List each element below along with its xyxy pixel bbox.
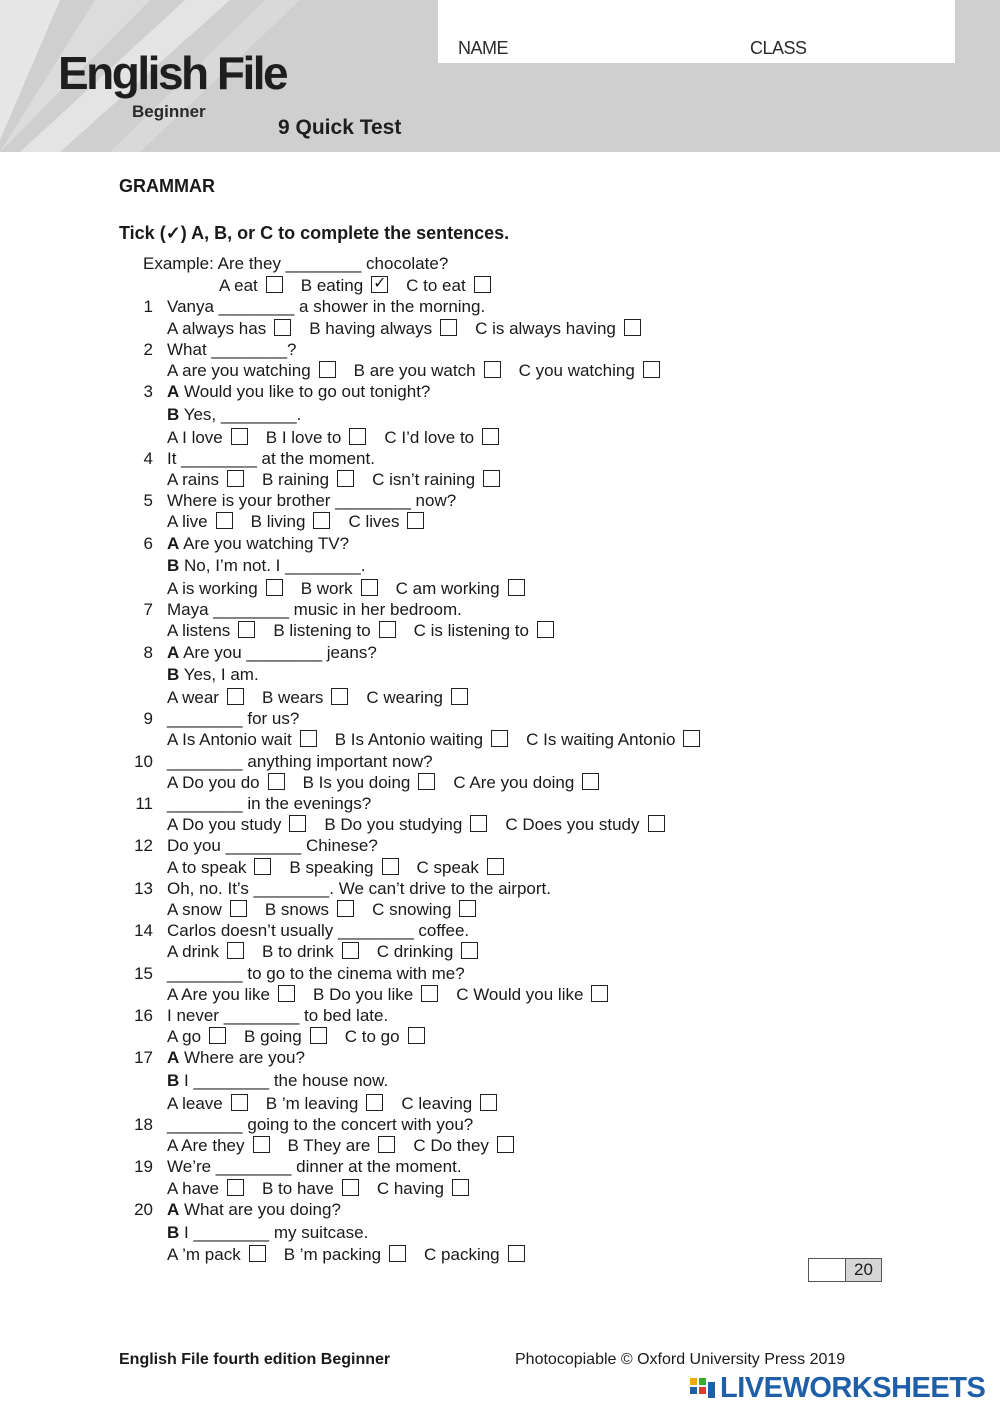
option-b[interactable]	[265, 900, 354, 919]
question-17-text: B I ________ the house now.	[167, 1071, 389, 1091]
question-number: 4	[143, 448, 153, 468]
speaker-label: B	[167, 556, 180, 576]
option-checkbox[interactable]	[209, 1027, 226, 1044]
option-b[interactable]	[244, 1027, 327, 1046]
option-checkbox[interactable]	[643, 361, 660, 378]
option-label: A listens	[167, 621, 231, 641]
option-c[interactable]	[453, 773, 599, 792]
option-label: A go	[167, 1027, 202, 1047]
speaker-label: A	[167, 533, 180, 553]
class-label: CLASS	[750, 38, 807, 58]
speaker-label: A	[167, 1199, 180, 1219]
question-4-text: It ________ at the moment.	[167, 448, 375, 468]
option-label: B Do you like	[313, 984, 414, 1004]
option-label: A leave	[167, 1093, 223, 1113]
speaker-label: B	[167, 665, 180, 685]
score-box	[808, 1258, 882, 1282]
option-checkbox[interactable]	[648, 815, 665, 832]
option-c[interactable]	[456, 985, 608, 1004]
question-12-options	[167, 858, 522, 878]
option-checkbox[interactable]	[266, 579, 283, 596]
option-label: C am working	[395, 579, 500, 598]
option-label: A Are you like	[167, 984, 271, 1004]
question-number: 1	[143, 297, 153, 317]
option-label: B wears	[261, 688, 324, 707]
question-19-options	[167, 1179, 487, 1199]
option-a[interactable]	[167, 470, 244, 489]
option-checkbox[interactable]	[418, 773, 435, 790]
option-checkbox[interactable]	[683, 730, 700, 747]
option-label: B work	[300, 579, 353, 598]
option-label: C leaving	[401, 1093, 473, 1113]
example-prompt: Example: Are they ________ chocolate?	[143, 254, 449, 273]
option-b[interactable]	[262, 1179, 359, 1198]
question-20-text: A What are you doing?	[167, 1199, 341, 1219]
option-label: C snowing	[372, 900, 452, 919]
option-label: A Do you do	[167, 772, 260, 792]
option-label: B to drink	[261, 942, 334, 962]
option-b[interactable]	[266, 428, 367, 447]
option-label: C to eat	[406, 276, 466, 296]
question-3-text: B Yes, ________.	[167, 404, 302, 424]
option-label: C is always having	[475, 318, 616, 338]
option-checkbox[interactable]	[227, 470, 244, 487]
option-label: C drinking	[376, 942, 454, 962]
option-checkbox[interactable]	[624, 319, 641, 336]
option-label: B to have	[262, 1178, 334, 1198]
option-checkbox[interactable]	[227, 942, 244, 959]
option-b[interactable]	[288, 1136, 396, 1155]
option-label: B ’m leaving	[265, 1093, 359, 1113]
option-c[interactable]	[345, 1027, 425, 1046]
question-9-options	[167, 730, 718, 750]
option-label: C is listening to	[413, 621, 529, 641]
option-label: A Are they	[167, 1136, 245, 1156]
option-checkbox[interactable]	[231, 1094, 248, 1111]
option-label: A always has	[167, 318, 267, 338]
option-label: C you watching	[518, 361, 635, 380]
option-checkbox[interactable]	[487, 858, 504, 875]
option-checkbox[interactable]	[407, 512, 424, 529]
option-checkbox[interactable]	[408, 1027, 425, 1044]
question-20-text: B I ________ my suitcase.	[167, 1222, 369, 1242]
question-number: 9	[143, 709, 153, 729]
option-checkbox[interactable]	[231, 428, 248, 445]
option-label: C packing	[424, 1245, 500, 1265]
option-b[interactable]	[309, 319, 457, 338]
option-checkbox[interactable]	[371, 276, 388, 293]
option-checkbox[interactable]	[227, 688, 244, 705]
option-checkbox[interactable]	[470, 815, 487, 832]
question-20-options	[167, 1245, 543, 1265]
question-6-text: B No, I’m not. I ________.	[167, 556, 366, 576]
question-14-options	[167, 942, 496, 962]
question-number: 8	[143, 642, 153, 662]
option-checkbox[interactable]	[582, 773, 599, 790]
question-6-options	[167, 579, 543, 599]
option-checkbox[interactable]	[278, 985, 295, 1002]
option-label: B having always	[309, 318, 433, 338]
option-label: C Would you like	[456, 984, 584, 1004]
option-label: C Do they	[413, 1136, 489, 1156]
option-b[interactable]	[289, 858, 398, 877]
score-total: 20	[846, 1259, 881, 1281]
option-checkbox[interactable]	[508, 579, 525, 596]
option-a[interactable]	[167, 942, 244, 961]
option-b[interactable]	[335, 730, 508, 749]
option-label: C isn’t raining	[372, 470, 476, 489]
question-number: 13	[134, 878, 153, 898]
speaker-label: B	[167, 404, 180, 424]
question-number: 7	[143, 600, 153, 620]
option-c[interactable]	[417, 858, 504, 877]
option-a[interactable]	[167, 730, 317, 749]
question-number: 19	[134, 1157, 153, 1177]
question-15-options	[167, 985, 626, 1005]
question-number: 2	[143, 339, 153, 359]
option-b[interactable]	[301, 579, 378, 598]
option-label: B eating	[300, 276, 364, 296]
option-checkbox[interactable]	[379, 621, 396, 638]
question-7-options	[167, 621, 572, 641]
option-label: A live	[167, 512, 208, 532]
option-checkbox[interactable]	[484, 361, 501, 378]
question-2-text: What ________?	[167, 339, 297, 359]
option-label: C I’d love to	[384, 427, 475, 447]
example-options	[219, 276, 509, 296]
question-19-text: We’re ________ dinner at the moment.	[167, 1157, 462, 1177]
option-a[interactable]	[167, 900, 247, 919]
question-6-text: A Are you watching TV?	[167, 533, 350, 553]
question-number: 11	[135, 794, 153, 813]
option-label: B I love to	[265, 427, 342, 447]
option-c[interactable]	[377, 1179, 469, 1198]
speaker-label: B	[167, 1071, 180, 1091]
option-checkbox[interactable]	[216, 512, 233, 529]
option-checkbox[interactable]	[378, 1136, 395, 1153]
option-a[interactable]	[167, 512, 233, 531]
option-checkbox[interactable]	[310, 1027, 327, 1044]
option-checkbox[interactable]	[349, 428, 366, 445]
option-b[interactable]	[262, 688, 348, 707]
option-checkbox[interactable]	[253, 1136, 270, 1153]
question-17-options	[167, 1094, 515, 1114]
option-label: A Is Antonio wait	[167, 730, 292, 750]
option-label: B raining	[261, 470, 330, 489]
option-a[interactable]	[167, 1136, 270, 1155]
option-c[interactable]	[372, 900, 476, 919]
brand-logo-text: English File	[58, 47, 287, 99]
option-label: C having	[376, 1178, 444, 1198]
option-checkbox[interactable]	[254, 858, 271, 875]
option-checkbox[interactable]	[440, 319, 457, 336]
section-heading: GRAMMAR	[119, 176, 215, 196]
option-b[interactable]	[324, 815, 487, 834]
question-number: 5	[143, 491, 153, 511]
question-11-text: ________ in the evenings?	[167, 794, 372, 813]
option-checkbox[interactable]	[537, 621, 554, 638]
option-c[interactable]	[396, 579, 525, 598]
question-number: 18	[134, 1115, 153, 1134]
option-a[interactable]	[167, 1094, 248, 1113]
option-c[interactable]	[519, 361, 660, 380]
option-label: B listening to	[273, 621, 371, 641]
question-13-options	[167, 900, 494, 920]
option-a[interactable]	[167, 773, 285, 792]
option-c[interactable]	[348, 512, 424, 531]
option-checkbox[interactable]	[366, 1094, 383, 1111]
question-13-text: Oh, no. It’s ________. We can’t drive to the airport.	[167, 878, 551, 898]
question-10-text: ________ anything important now?	[167, 751, 433, 771]
question-18-text: ________ going to the concert with you?	[167, 1115, 474, 1134]
option-checkbox[interactable]	[461, 942, 478, 959]
option-label: C Is waiting Antonio	[526, 730, 676, 750]
question-8-options	[167, 688, 486, 708]
option-checkbox[interactable]	[491, 730, 508, 747]
option-checkbox[interactable]	[342, 942, 359, 959]
option-checkbox[interactable]	[266, 276, 283, 293]
option-label: A is working	[167, 579, 258, 598]
question-5-text: Where is your brother ________ now?	[167, 491, 457, 511]
test-title: 9 Quick Test	[278, 116, 402, 139]
option-b[interactable]	[273, 621, 395, 640]
option-checkbox[interactable]	[331, 688, 348, 705]
option-b[interactable]	[251, 512, 331, 531]
option-checkbox[interactable]	[591, 985, 608, 1002]
question-8-text: A Are you ________ jeans?	[167, 642, 377, 662]
score-entry-field[interactable]	[809, 1259, 846, 1281]
question-number: 14	[134, 921, 153, 941]
option-a[interactable]	[167, 1027, 226, 1046]
question-3-options	[167, 428, 517, 448]
option-c[interactable]	[505, 815, 664, 834]
question-number: 16	[134, 1006, 153, 1025]
option-checkbox[interactable]	[452, 1179, 469, 1196]
question-number: 20	[134, 1199, 153, 1219]
option-c[interactable]	[377, 942, 479, 961]
question-number: 12	[134, 836, 153, 856]
option-c[interactable]	[372, 470, 500, 489]
option-c[interactable]	[424, 1245, 525, 1264]
option-a[interactable]	[167, 985, 295, 1004]
option-b[interactable]	[301, 276, 388, 295]
option-c[interactable]	[406, 276, 491, 295]
name-label: NAME	[458, 38, 509, 58]
question-18-options	[167, 1136, 532, 1156]
speaker-label: A	[167, 1048, 180, 1068]
option-checkbox[interactable]	[337, 900, 354, 917]
option-c[interactable]	[414, 621, 554, 640]
option-b[interactable]	[284, 1245, 406, 1264]
option-checkbox[interactable]	[474, 276, 491, 293]
option-label: C lives	[348, 512, 400, 532]
liveworksheets-watermark: LIVEWORKSHEETS	[720, 1372, 986, 1404]
option-checkbox[interactable]	[289, 815, 306, 832]
option-a[interactable]	[167, 1245, 266, 1264]
option-checkbox[interactable]	[382, 858, 399, 875]
option-checkbox[interactable]	[483, 470, 500, 487]
option-label: B living	[250, 512, 306, 532]
option-a[interactable]	[167, 319, 291, 338]
option-label: C wearing	[366, 688, 443, 707]
question-11-options	[167, 815, 683, 835]
instruction-text: Tick (✓) A, B, or C to complete the sentences.	[119, 223, 510, 243]
liveworksheets-logo-icon	[690, 1372, 716, 1404]
option-c[interactable]	[401, 1094, 497, 1113]
option-checkbox[interactable]	[497, 1136, 514, 1153]
option-checkbox[interactable]	[508, 1245, 525, 1262]
option-checkbox[interactable]	[342, 1179, 359, 1196]
question-number: 17	[134, 1048, 153, 1068]
option-checkbox[interactable]	[313, 512, 330, 529]
option-label: A ’m pack	[167, 1245, 241, 1265]
option-a[interactable]	[167, 688, 244, 707]
option-b[interactable]	[262, 942, 359, 961]
option-checkbox[interactable]	[482, 428, 499, 445]
option-label: A Do you study	[167, 815, 282, 835]
speaker-label: B	[167, 1222, 180, 1242]
speaker-label: A	[167, 382, 180, 402]
option-checkbox[interactable]	[268, 773, 285, 790]
question-15-text: ________ to go to the cinema with me?	[167, 963, 465, 983]
option-label: C to go	[344, 1027, 400, 1047]
option-checkbox[interactable]	[361, 579, 378, 596]
question-12-text: Do you ________ Chinese?	[167, 836, 378, 856]
question-number: 3	[143, 382, 153, 402]
option-label: A have	[167, 1178, 219, 1198]
option-label: B They are	[287, 1136, 371, 1156]
option-a[interactable]	[167, 858, 271, 877]
question-2-options	[167, 361, 678, 381]
name-class-box	[438, 0, 955, 63]
option-c[interactable]	[413, 1136, 514, 1155]
question-17-text: A Where are you?	[167, 1048, 305, 1068]
question-14-text: Carlos doesn’t usually ________ coffee.	[167, 921, 470, 941]
question-8-text: B Yes, I am.	[167, 665, 259, 685]
option-label: A drink	[167, 942, 219, 962]
option-checkbox[interactable]	[459, 900, 476, 917]
option-c[interactable]	[366, 688, 468, 707]
option-checkbox[interactable]	[238, 621, 255, 638]
option-label: A are you watching	[167, 361, 311, 380]
option-label: A I love	[167, 427, 223, 447]
option-a[interactable]	[167, 815, 306, 834]
option-checkbox[interactable]	[480, 1094, 497, 1111]
question-10-options	[167, 773, 617, 793]
question-number: 10	[134, 751, 153, 771]
option-checkbox[interactable]	[389, 1245, 406, 1262]
footer-copyright: Photocopiable © Oxford University Press 2019	[515, 1351, 846, 1368]
option-a[interactable]	[219, 276, 283, 295]
option-label: C speak	[416, 857, 479, 877]
option-label: B Do you studying	[324, 815, 463, 835]
option-label: C Are you doing	[453, 772, 575, 792]
option-a[interactable]	[167, 1179, 244, 1198]
option-label: A to speak	[167, 857, 247, 877]
option-c[interactable]	[384, 428, 499, 447]
option-label: B ’m packing	[283, 1245, 382, 1265]
brand-level: Beginner	[132, 102, 206, 121]
option-checkbox[interactable]	[227, 1179, 244, 1196]
option-checkbox[interactable]	[421, 985, 438, 1002]
option-checkbox[interactable]	[451, 688, 468, 705]
question-7-text: Maya ________ music in her bedroom.	[167, 600, 462, 620]
option-checkbox[interactable]	[230, 900, 247, 917]
question-3-text: A Would you like to go out tonight?	[167, 382, 431, 402]
question-4-options	[167, 470, 518, 490]
question-16-text: I never ________ to bed late.	[167, 1006, 389, 1025]
option-b[interactable]	[303, 773, 436, 792]
option-a[interactable]	[167, 428, 248, 447]
question-number: 6	[143, 533, 153, 553]
question-1-options	[167, 319, 659, 339]
question-5-options	[167, 512, 442, 532]
option-b[interactable]	[354, 361, 501, 380]
option-a[interactable]	[167, 579, 283, 598]
option-label: B going	[244, 1027, 302, 1047]
option-label: A rains	[167, 470, 219, 489]
option-label: B speaking	[289, 857, 374, 877]
option-label: A snow	[167, 900, 222, 919]
option-checkbox[interactable]	[274, 319, 291, 336]
question-9-text: ________ for us?	[167, 709, 300, 729]
option-b[interactable]	[266, 1094, 384, 1113]
option-b[interactable]	[313, 985, 438, 1004]
option-label: A wear	[167, 688, 219, 707]
option-label: B are you watch	[353, 361, 476, 380]
option-label: B Is you doing	[302, 772, 411, 792]
footer-edition: English File fourth edition Beginner	[119, 1351, 391, 1368]
speaker-label: A	[167, 642, 180, 662]
option-b[interactable]	[262, 470, 354, 489]
option-a[interactable]	[167, 621, 255, 640]
option-checkbox[interactable]	[249, 1245, 266, 1262]
option-checkbox[interactable]	[300, 730, 317, 747]
option-a[interactable]	[167, 361, 336, 380]
option-label: C Does you study	[505, 815, 640, 835]
option-label: B Is Antonio waiting	[334, 730, 484, 750]
question-16-options	[167, 1027, 443, 1047]
option-label: A eat	[219, 276, 258, 296]
question-number: 15	[134, 963, 153, 983]
question-1-text: Vanya ________ a shower in the morning.	[167, 297, 486, 317]
option-c[interactable]	[475, 319, 641, 338]
option-checkbox[interactable]	[337, 470, 354, 487]
option-c[interactable]	[526, 730, 700, 749]
option-label: B snows	[264, 900, 330, 919]
option-checkbox[interactable]	[319, 361, 336, 378]
